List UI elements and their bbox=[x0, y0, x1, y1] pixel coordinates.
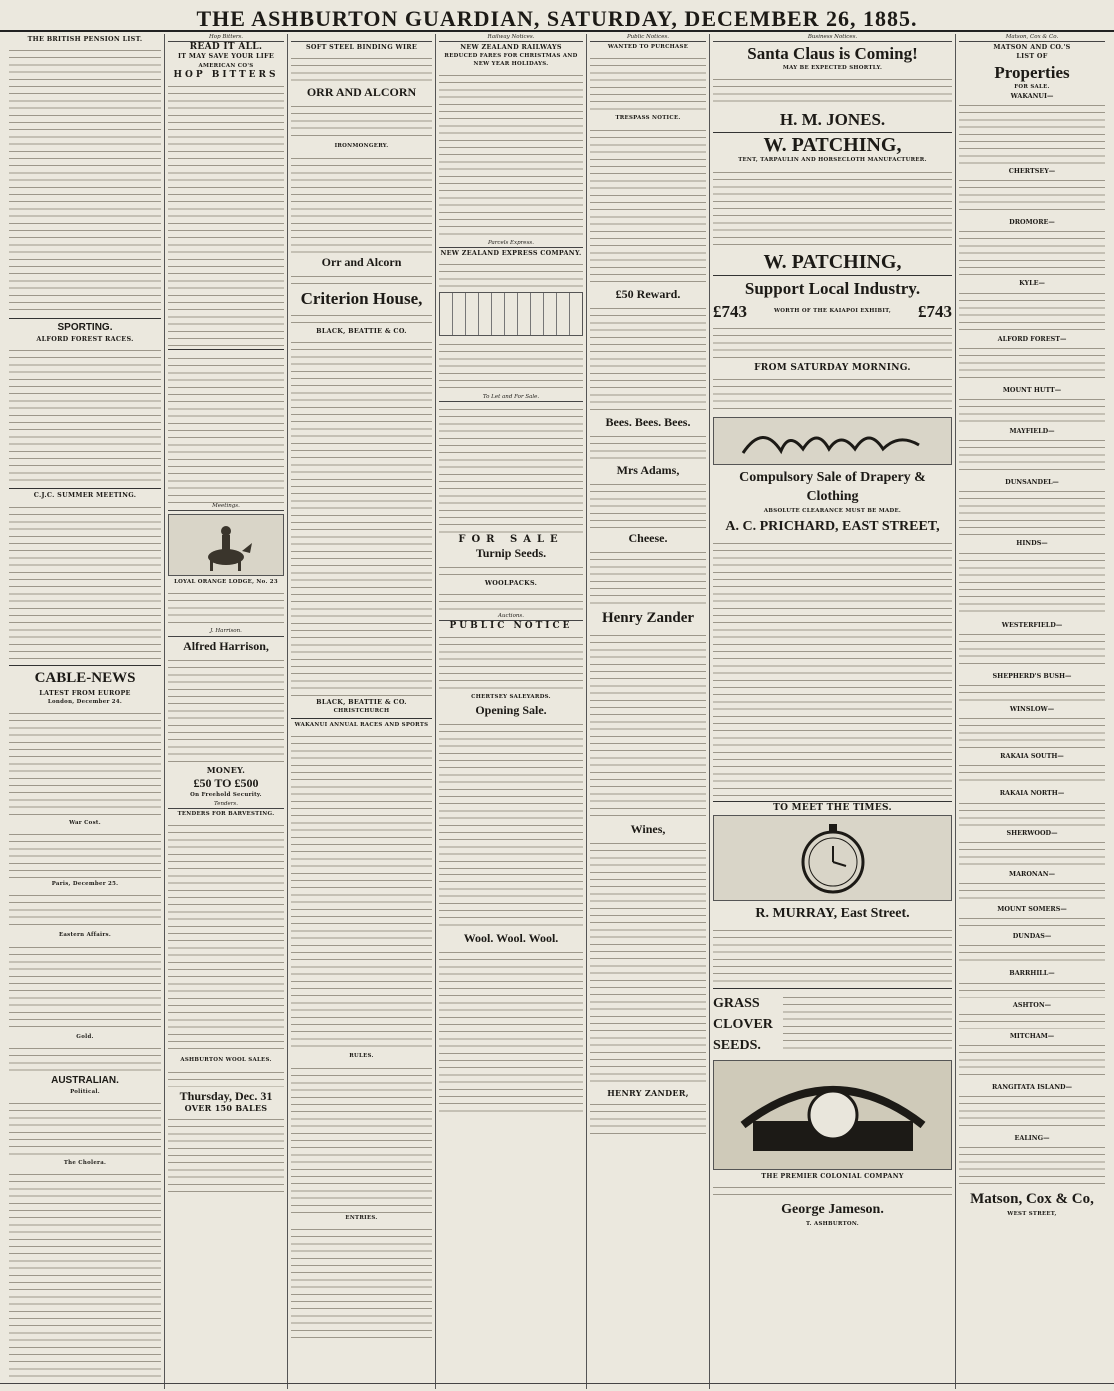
woolpacks-body bbox=[439, 589, 583, 613]
money-heading: MONEY. bbox=[206, 764, 246, 775]
from-saturday: FROM SATURDAY MORNING. bbox=[754, 362, 911, 373]
wakanui-body bbox=[291, 731, 432, 1051]
compulsory-sale-title: Compulsory Sale of Drapery & Clothing bbox=[739, 469, 926, 504]
orr-alcorn-title: ORR AND ALCORN bbox=[306, 85, 417, 100]
entries-body bbox=[291, 1224, 432, 1344]
farm-district: RANGITATA ISLAND— bbox=[992, 1083, 1072, 1092]
harrison-header: J. Harrison. bbox=[168, 628, 284, 636]
wool-sales-body bbox=[439, 869, 583, 929]
farm-district: MOUNT HUTT— bbox=[1002, 385, 1062, 394]
political-body bbox=[9, 1098, 161, 1158]
farm-listing bbox=[959, 970, 1105, 997]
farm-description bbox=[959, 913, 1105, 929]
ironmongery-heading: IRONMONGERY. bbox=[334, 143, 389, 150]
farm-description bbox=[959, 100, 1105, 164]
london-dateline: London, December 24. bbox=[47, 698, 123, 705]
watch-icon bbox=[788, 818, 878, 898]
bottom-rule bbox=[0, 1383, 1114, 1389]
public-notices-header: Public Notices. bbox=[590, 34, 706, 42]
murray-title: R. MURRAY, East Street. bbox=[755, 906, 910, 922]
support-local-industry: Support Local Industry. bbox=[744, 278, 921, 298]
farm-description bbox=[959, 175, 1105, 215]
farm-listing bbox=[959, 280, 1105, 331]
santa-sub: MAY BE EXPECTED SHORTLY. bbox=[782, 65, 883, 72]
farm-listing bbox=[959, 906, 1105, 929]
orr-alcorn-title-2: Orr and Alcorn bbox=[321, 254, 402, 269]
farm-listing bbox=[959, 1135, 1105, 1186]
farm-district: RAKAIA SOUTH— bbox=[1000, 752, 1064, 761]
list-of: LIST OF bbox=[1016, 52, 1048, 61]
binding-wire-body bbox=[291, 53, 432, 83]
farm-district: SHERWOOD— bbox=[1006, 828, 1058, 837]
war-cost-heading: War Cost. bbox=[69, 820, 101, 827]
rules-heading: RULES. bbox=[349, 1053, 374, 1060]
hop-header: Hop Bitters. bbox=[168, 34, 284, 42]
hop-bitters-title: HOP BITTERS bbox=[173, 69, 279, 80]
nz-railways: NEW ZEALAND RAILWAYS bbox=[460, 43, 562, 52]
column-1 bbox=[6, 34, 165, 1389]
farm-list bbox=[959, 93, 1105, 1219]
farm-description bbox=[959, 1009, 1105, 1029]
pension-body bbox=[9, 45, 161, 315]
cholera-body bbox=[9, 1169, 161, 1389]
farm-district: ALFORD FOREST— bbox=[997, 334, 1067, 343]
political-heading: Political. bbox=[70, 1088, 100, 1095]
criterion-body bbox=[291, 310, 432, 326]
column-2 bbox=[165, 34, 288, 1389]
zander-footer-body bbox=[590, 1099, 706, 1139]
patching-sub: TENT, TARPAULIN AND HORSECLOTH MANUFACTURER. bbox=[738, 157, 927, 164]
cable-body-3 bbox=[9, 890, 161, 930]
black-beattie-body bbox=[291, 337, 432, 697]
grass-clover-labels bbox=[713, 992, 783, 1057]
farm-district: MARONAN— bbox=[1009, 869, 1055, 878]
meetings-header: Meetings. bbox=[168, 503, 284, 511]
public-notice: PUBLIC NOTICE bbox=[449, 621, 573, 632]
farm-district: DROMORE— bbox=[1009, 218, 1055, 227]
farm-description bbox=[959, 978, 1105, 998]
farm-description bbox=[959, 1091, 1105, 1131]
farm-listing bbox=[959, 1084, 1105, 1131]
australian-heading: AUSTRALIAN. bbox=[51, 1074, 119, 1086]
farm-district: MITCHAM— bbox=[1009, 1031, 1055, 1040]
farm-district: MAYFIELD— bbox=[1009, 427, 1055, 436]
farm-listing bbox=[959, 933, 1105, 966]
orange-lodge: LOYAL ORANGE LODGE, No. 23 bbox=[174, 579, 278, 586]
farm-listing bbox=[959, 753, 1105, 786]
kaiapoi-exhibit: WORTH OF THE KAIAPOI EXHIBIT, bbox=[773, 307, 892, 314]
money-amount: £50 TO £500 bbox=[193, 775, 259, 790]
matson-footer-sub: WEST STREET, bbox=[1007, 1211, 1057, 1218]
cable-body-1 bbox=[9, 708, 161, 818]
alford-heading: ALFORD FOREST RACES. bbox=[36, 335, 134, 344]
eastern-affairs-heading: Eastern Affairs. bbox=[58, 932, 111, 939]
farm-district: WINSLOW— bbox=[1009, 705, 1055, 714]
farm-listing bbox=[959, 706, 1105, 749]
orr-alcorn-body-2 bbox=[291, 271, 432, 287]
over-150-bales: OVER 150 BALES bbox=[184, 1102, 268, 1113]
express-body bbox=[439, 259, 583, 289]
reward-title: £50 Reward. bbox=[615, 286, 681, 301]
tender-barvesting: TENDERS FOR BARVESTING. bbox=[177, 811, 275, 818]
farm-listing bbox=[959, 428, 1105, 475]
patching-body bbox=[713, 167, 952, 251]
henry-zander-footer: HENRY ZANDER, bbox=[607, 1087, 689, 1098]
sporting-heading: SPORTING. bbox=[57, 322, 113, 334]
farm-description bbox=[959, 680, 1105, 702]
auction-body bbox=[439, 632, 583, 692]
grass-body bbox=[783, 992, 952, 1052]
black-beattie-title: BLACK, BEATTIE & CO. bbox=[316, 326, 407, 335]
horseman-engraving bbox=[168, 514, 284, 576]
grass-label: GRASS bbox=[713, 996, 760, 1012]
farm-description bbox=[959, 226, 1105, 276]
premier-colonial: THE PREMIER COLONIAL COMPANY bbox=[761, 1172, 904, 1181]
criterion-house-title: Criterion House, bbox=[300, 288, 423, 308]
alfred-harrison-title: Alfred Harrison, bbox=[183, 638, 269, 653]
farm-listing bbox=[959, 673, 1105, 702]
let-header: To Let and For Sale. bbox=[439, 394, 583, 402]
farm-district: BARRHILL— bbox=[1009, 969, 1055, 978]
american-co: AMERICAN CO'S bbox=[198, 62, 254, 69]
bees-title: Bees. Bees. Bees. bbox=[605, 414, 691, 429]
hm-jones-title: H. M. JONES. bbox=[779, 110, 886, 130]
farm-description bbox=[959, 837, 1105, 867]
farm-listing bbox=[959, 830, 1105, 867]
farm-description bbox=[959, 288, 1105, 332]
notices-body bbox=[168, 353, 284, 503]
matson-title: MATSON AND CO.'S bbox=[993, 43, 1071, 52]
amount-left: £743 bbox=[713, 301, 747, 321]
saturday-body bbox=[713, 374, 952, 414]
farm-listing bbox=[959, 790, 1105, 825]
binding-wire-headline: SOFT STEEL BINDING WIRE bbox=[305, 43, 418, 52]
christchurch-label: CHRISTCHURCH bbox=[333, 708, 390, 715]
farm-district: HINDS— bbox=[1016, 539, 1048, 548]
matson-header: Matson, Cox & Co. bbox=[959, 34, 1105, 42]
farm-district: KYLE— bbox=[1019, 279, 1045, 288]
hop-bitters-body bbox=[168, 81, 284, 346]
masthead: THE ASHBURTON GUARDIAN, SATURDAY, DECEMBER 26, 1885. bbox=[0, 6, 1114, 32]
freehold-security: On Freehold Security. bbox=[190, 791, 262, 798]
insurance-body bbox=[713, 1182, 952, 1198]
column-3 bbox=[288, 34, 436, 1389]
farm-description bbox=[959, 760, 1105, 786]
farm-description bbox=[959, 713, 1105, 749]
farm-description bbox=[959, 629, 1105, 669]
chertsey-saleyards: CHERTSEY SALEYARDS. bbox=[471, 694, 551, 701]
properties-title: Properties bbox=[994, 62, 1070, 82]
zander-body bbox=[590, 630, 706, 820]
farm-listing bbox=[959, 168, 1105, 215]
horseman-icon bbox=[196, 517, 256, 573]
farm-district: RAKAIA NORTH— bbox=[999, 789, 1065, 798]
parcels-header: Parcels Express. bbox=[439, 240, 583, 248]
adams-body bbox=[590, 479, 706, 529]
farm-listing bbox=[959, 1033, 1105, 1080]
cable-body-4 bbox=[9, 942, 161, 1032]
turnip-seeds-title: Turnip Seeds. bbox=[475, 545, 547, 560]
farm-district: DUNSANDEL— bbox=[1005, 478, 1059, 487]
gold-heading: Gold. bbox=[76, 1033, 94, 1040]
farm-listing bbox=[959, 622, 1105, 669]
opening-sale-title: Opening Sale. bbox=[475, 703, 547, 718]
column-5 bbox=[587, 34, 710, 1389]
farm-district: DUNDAS— bbox=[1012, 932, 1052, 941]
grass-clover-block bbox=[713, 992, 952, 1057]
santa-claus-title: Santa Claus is Coming! bbox=[747, 44, 918, 64]
bees-body bbox=[590, 431, 706, 461]
rules-body bbox=[291, 1063, 432, 1213]
w-patching-title-2: W. PATCHING, bbox=[763, 250, 902, 273]
cable-body-5 bbox=[9, 1043, 161, 1073]
wool-sales-body-2 bbox=[168, 1114, 284, 1194]
signature-icon bbox=[733, 421, 933, 461]
wool-sales-body bbox=[168, 1067, 284, 1087]
farm-district: ASHTON— bbox=[1012, 1000, 1052, 1009]
may-save-life: IT MAY SAVE YOUR LIFE bbox=[177, 52, 275, 61]
murray-body bbox=[713, 925, 952, 985]
farm-description bbox=[959, 1142, 1105, 1186]
rates-table bbox=[439, 292, 583, 336]
wakanui-races-title: WAKANUI ANNUAL RACES AND SPORTS bbox=[294, 722, 429, 729]
andrews-signature-logo bbox=[713, 417, 952, 465]
cjc-body bbox=[9, 502, 161, 662]
for-sale-heading: FOR SALE bbox=[458, 534, 564, 546]
farm-district: EALING— bbox=[1014, 1134, 1050, 1143]
mrs-adams-title: Mrs Adams, bbox=[616, 462, 680, 477]
wool-sales-title: ASHBURTON WOOL SALES. bbox=[180, 1057, 272, 1064]
entries-heading: ENTRIES. bbox=[345, 1214, 378, 1221]
clearance-sub: ABSOLUTE CLEARANCE MUST BE MADE. bbox=[763, 507, 902, 514]
farm-listing bbox=[959, 871, 1105, 902]
tenders-header: Tenders. bbox=[168, 801, 284, 809]
farm-description bbox=[959, 940, 1105, 966]
cheese-title: Cheese. bbox=[628, 530, 668, 545]
insurance-company-logo bbox=[723, 1065, 943, 1165]
farm-listing bbox=[959, 1002, 1105, 1029]
farm-listing bbox=[959, 336, 1105, 383]
jameson-sub: T. ASHBURTON. bbox=[806, 1221, 859, 1228]
farm-district: MOUNT SOMERS— bbox=[997, 905, 1067, 914]
farm-description bbox=[959, 435, 1105, 475]
black-beattie-footer: BLACK, BEATTIE & CO. bbox=[316, 697, 407, 706]
prichard-body bbox=[713, 538, 952, 798]
farm-description bbox=[959, 394, 1105, 424]
wool-auction-body bbox=[439, 947, 583, 1117]
column-7 bbox=[956, 34, 1108, 1389]
farm-description bbox=[959, 548, 1105, 618]
read-it-all: READ IT ALL. bbox=[189, 42, 263, 53]
farm-description bbox=[959, 343, 1105, 383]
ironmongery-body bbox=[291, 153, 432, 253]
farm-description bbox=[959, 1040, 1105, 1080]
business-header: Business Notices. bbox=[713, 34, 952, 42]
farm-listing bbox=[959, 219, 1105, 276]
farm-listing bbox=[959, 540, 1105, 617]
reward-body bbox=[590, 303, 706, 413]
turnip-body bbox=[439, 562, 583, 578]
farm-listing bbox=[959, 93, 1105, 164]
column-6 bbox=[710, 34, 956, 1389]
thursday-dec-31: Thursday, Dec. 31 bbox=[179, 1088, 273, 1103]
express-body-2 bbox=[439, 339, 583, 394]
wanted-body bbox=[590, 53, 706, 113]
trespass-notice: TRESPASS NOTICE. bbox=[615, 115, 681, 122]
farm-listing bbox=[959, 479, 1105, 536]
cable-body-2 bbox=[9, 829, 161, 879]
farm-description bbox=[959, 486, 1105, 536]
paris-dateline: Paris, December 25. bbox=[51, 881, 119, 888]
farm-district: CHERTSEY— bbox=[1008, 167, 1056, 176]
cable-subheading: LATEST FROM EUROPE bbox=[39, 688, 131, 697]
insurance-engraving bbox=[713, 1060, 952, 1170]
alford-body bbox=[9, 345, 161, 485]
let-body bbox=[439, 404, 583, 534]
farm-district: WESTERFIELD— bbox=[1001, 620, 1063, 629]
orr-alcorn-body bbox=[291, 101, 432, 141]
w-patching-title: W. PATCHING, bbox=[763, 134, 902, 157]
kaiapoi-body bbox=[713, 323, 952, 363]
col3-header bbox=[291, 34, 432, 42]
harrison-body bbox=[168, 655, 284, 765]
matson-footer: Matson, Cox & Co, bbox=[970, 1191, 1094, 1208]
wines-body bbox=[590, 838, 706, 1088]
cjc-heading: C.J.C. SUMMER MEETING. bbox=[33, 491, 137, 500]
reduced-fares: REDUCED FARES FOR CHRISTMAS AND NEW YEAR HOLIDAYS. bbox=[444, 53, 578, 67]
meet-the-times: TO MEET THE TIMES. bbox=[773, 803, 892, 814]
amount-right: £743 bbox=[918, 301, 952, 321]
trespass-body bbox=[590, 125, 706, 285]
wanted-to-purchase: WANTED TO PURCHASE bbox=[607, 44, 689, 51]
henry-zander-title: Henry Zander bbox=[601, 609, 695, 626]
farm-listing bbox=[959, 387, 1105, 424]
woolpacks: WOOLPACKS. bbox=[484, 578, 538, 587]
george-jameson: George Jameson. bbox=[781, 1202, 884, 1218]
wool-wool-wool: Wool. Wool. Wool. bbox=[463, 931, 559, 946]
watches-engraving bbox=[713, 815, 952, 901]
lodge-body bbox=[168, 588, 284, 628]
cholera-heading: The Cholera. bbox=[63, 1160, 107, 1167]
auctions-header: Auctions. bbox=[439, 613, 583, 621]
farm-district: SHEPHERD'S BUSH— bbox=[992, 671, 1072, 680]
prichard-title: A. C. PRICHARD, EAST STREET, bbox=[725, 519, 940, 535]
clover-label: CLOVER bbox=[713, 1017, 773, 1033]
cable-heading: CABLE-NEWS bbox=[34, 669, 136, 686]
tenders-body bbox=[168, 820, 284, 1055]
railway-header: Railway Notices. bbox=[439, 34, 583, 42]
pension-title: THE BRITISH PENSION LIST. bbox=[27, 35, 143, 43]
santa-body bbox=[713, 74, 952, 108]
column-4 bbox=[436, 34, 587, 1389]
wines-title: Wines, bbox=[630, 821, 666, 836]
seeds-label: SEEDS. bbox=[713, 1038, 761, 1054]
farm-description bbox=[959, 878, 1105, 902]
kaiapoi-row bbox=[713, 300, 952, 323]
opening-sale-body bbox=[439, 719, 583, 869]
for-sale-label: FOR SALE. bbox=[1014, 83, 1050, 90]
railway-body bbox=[439, 70, 583, 240]
nz-express: NEW ZEALAND EXPRESS COMPANY. bbox=[440, 249, 582, 258]
farm-district: WAKANUI— bbox=[1010, 91, 1054, 100]
cheese-body bbox=[590, 547, 706, 607]
farm-description bbox=[959, 798, 1105, 826]
